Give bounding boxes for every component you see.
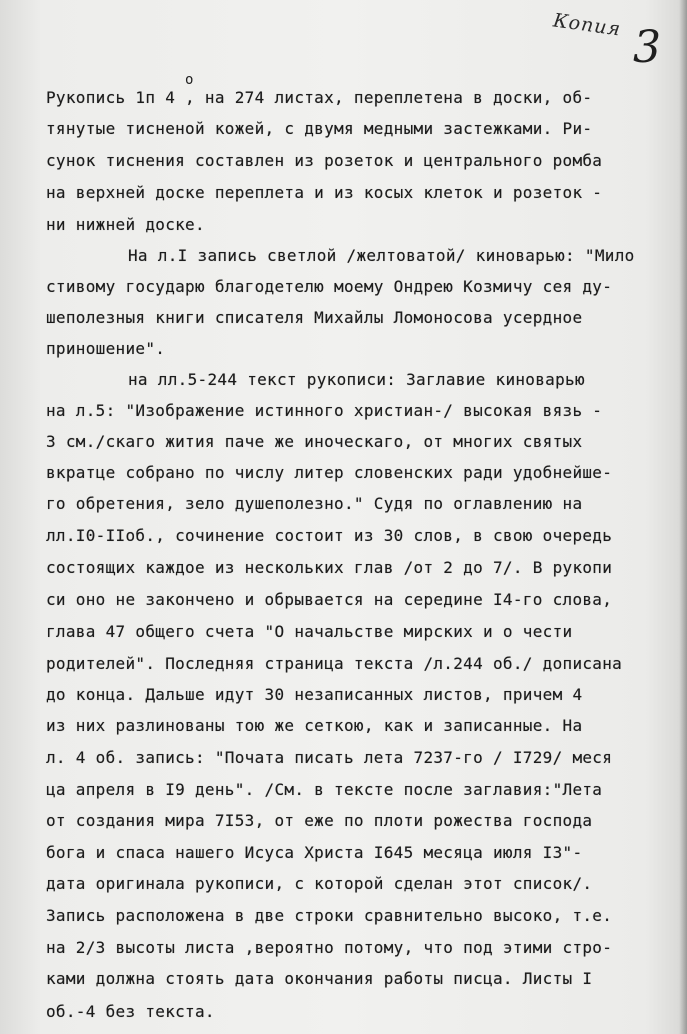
text-line: тянутые тисненой кожей, с двумя медными застежками. Ри- <box>46 119 593 138</box>
text-line: глава 47 общего счета "О начальстве мирских и о чести <box>46 622 573 641</box>
text-line: На л.I запись светлой /желтоватой/ киноварью: "Мило <box>128 246 635 265</box>
handwritten-copy-note: Копия <box>551 9 623 41</box>
text-line: состоящих каждое из нескольких глав /от 2 до 7/. В рукопи <box>46 558 613 577</box>
text-line: ками должна стоять дата окончания работы писца. Листы I <box>46 969 593 988</box>
text-line: из них разлинованы тою же сеткою, как и записанные. На <box>46 716 583 735</box>
text-line: ца апреля в I9 день". /См. в тексте после заглавия:"Лета <box>46 780 603 799</box>
text-line: вкратце собрано по числу литер словенских ради удобнейше- <box>46 463 613 482</box>
text-line: си оно не закончено и обрывается на середине I4-го слова, <box>46 590 613 609</box>
text-line: стивому государю благодетелю моему Ондрею Козмичу сея ду- <box>46 277 613 296</box>
text-line: дата оригинала рукописи, с которой сделан этот список/. <box>46 874 593 893</box>
text-line: об.-4 без текста. <box>46 1002 215 1021</box>
text-line: го обретения, зело душеполезно." Судя по оглавлению на <box>46 494 583 513</box>
handwritten-page-number: 3 <box>633 22 661 73</box>
text-line: родителей". Последняя страница текста /л.244 об./ дописана <box>46 654 623 673</box>
text-line: на 2/3 высоты листа ,вероятно потому, что под этими стро- <box>46 938 613 957</box>
text-line: Запись расположена в две строки сравнительно высоко, т.е. <box>46 906 613 925</box>
text-line: ни нижней доске. <box>46 215 205 234</box>
text-line: на лл.5-244 текст рукописи: Заглавие киноварью <box>128 370 585 389</box>
text-line: приношение". <box>46 339 166 358</box>
text-line: до конца. Дальше идут 30 незаписанных листов, причем 4 <box>46 685 583 704</box>
text-line: шеполезныя книги списателя Михайлы Ломоносова усердное <box>46 308 583 327</box>
format-degree-mark: о <box>185 72 194 88</box>
text-line: на верхней доске переплета и из косых клеток и розеток - <box>46 183 603 202</box>
text-line: на л.5: "Изображение истинного христиан-/ высокая вязь - <box>46 401 603 420</box>
text-line: 3 см./скаго жития паче же иноческаго, от многих святых <box>46 432 583 451</box>
text-line: сунок тиснения составлен из розеток и центрального ромба <box>46 151 603 170</box>
text-line: Рукопись 1п 4 , на 274 листах, переплетена в доски, об- <box>46 88 593 107</box>
text-line: лл.I0-IIоб., сочинение состоит из 30 слов, в свою очередь <box>46 526 613 545</box>
text-line: л. 4 об. запись: "Почата писать лета 7237-го / I729/ меся <box>46 748 613 767</box>
text-line: бога и спаса нашего Исуса Христа I645 месяца июля I3"- <box>46 843 583 862</box>
text-line: от создания мира 7I53, от еже по плоти рожества господа <box>46 811 593 830</box>
